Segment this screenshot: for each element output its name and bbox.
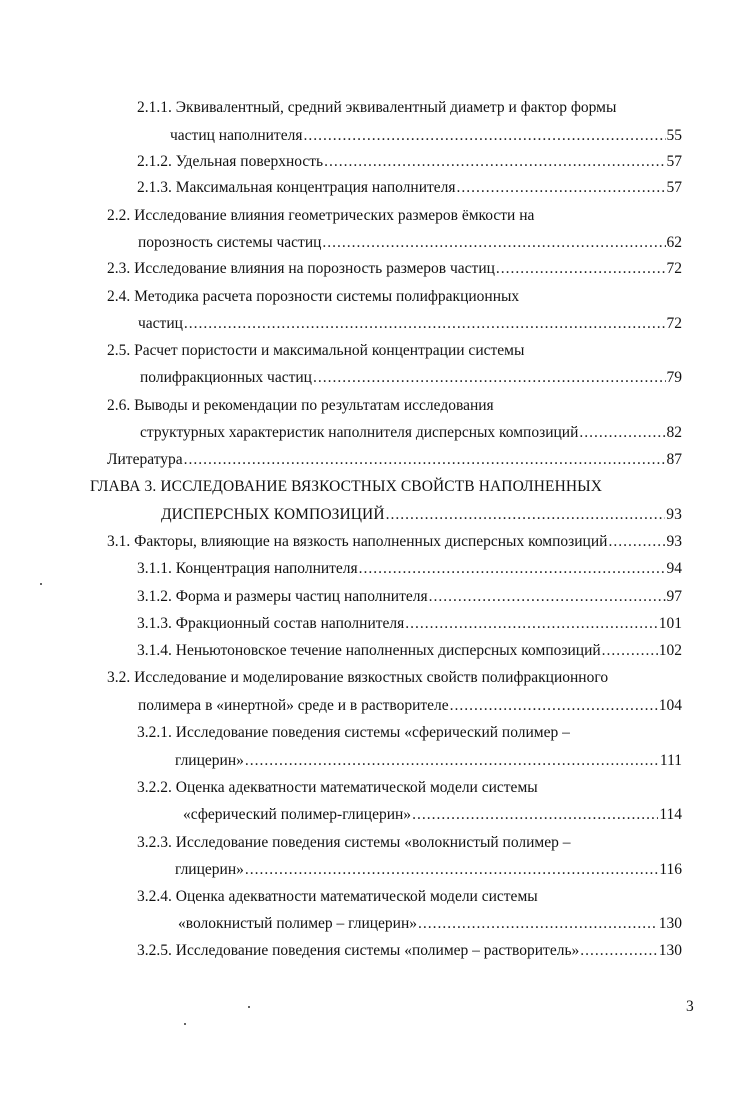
toc-entry bbox=[137, 559, 682, 579]
toc-entry bbox=[137, 614, 682, 634]
scan-speck bbox=[248, 1006, 250, 1008]
toc-entry bbox=[137, 178, 682, 198]
toc-entry bbox=[137, 723, 657, 743]
toc-entry-page: 104 bbox=[658, 697, 682, 714]
toc-entry-title: 2.1.3. Максимальная концентрация наполнителя bbox=[137, 179, 456, 196]
toc-leader-dots bbox=[322, 233, 665, 253]
toc-entry-page: 93 bbox=[666, 533, 682, 550]
toc-entry-page: 102 bbox=[658, 642, 682, 659]
toc-leader-dots bbox=[184, 450, 666, 470]
toc-entry-title: 2.2. Исследование влияния геометрических размеров ёмкости на bbox=[107, 207, 535, 224]
toc-entry bbox=[137, 887, 657, 907]
toc-leader-dots bbox=[412, 805, 658, 825]
toc-entry bbox=[107, 287, 627, 307]
toc-entry bbox=[137, 833, 657, 853]
toc-entry-title: 3.2.2. Оценка адекватности математической модели системы bbox=[137, 779, 538, 796]
toc-entry bbox=[138, 314, 682, 334]
toc-entry-title: 3.2. Исследование и моделирование вязкостных свойств полифракционного bbox=[107, 669, 609, 686]
toc-entry-title: 2.3. Исследование влияния на порозность размеров частиц bbox=[107, 260, 495, 277]
toc-entry-title: полифракционных частиц bbox=[140, 369, 312, 386]
toc-entry bbox=[175, 860, 682, 880]
toc-entry bbox=[161, 505, 682, 525]
toc-entry bbox=[137, 941, 682, 961]
toc-leader-dots bbox=[359, 559, 666, 579]
toc-entry-page: 82 bbox=[666, 424, 682, 441]
toc-entry-title: структурных характеристик наполнителя дисперсных композиций bbox=[140, 424, 579, 441]
toc-entry-page: 57 bbox=[666, 153, 682, 170]
scan-speck bbox=[40, 583, 42, 585]
toc-leader-dots bbox=[579, 423, 665, 443]
toc-entry-title: 3.1. Факторы, влияющие на вязкость наполненных дисперсных композиций bbox=[107, 533, 608, 550]
toc-entry-title: ДИСПЕРСНЫХ КОМПОЗИЦИЙ bbox=[161, 506, 385, 523]
toc-leader-dots bbox=[184, 314, 666, 334]
toc-entry-title: 2.5. Расчет пористости и максимальной концентрации системы bbox=[107, 342, 525, 359]
toc-entry-title: 3.2.4. Оценка адекватности математической модели системы bbox=[137, 888, 538, 905]
toc-entry-page: 101 bbox=[658, 615, 682, 632]
toc-entry bbox=[137, 641, 682, 661]
toc-entry bbox=[175, 751, 682, 771]
toc-entry bbox=[137, 98, 657, 118]
toc-entry-title: 3.1.4. Неньютоновское течение наполненных дисперсных композиций bbox=[137, 642, 601, 659]
toc-entry bbox=[178, 914, 682, 934]
toc-leader-dots bbox=[386, 505, 666, 525]
toc-entry-page: 114 bbox=[659, 806, 682, 823]
toc-entry-title: 2.1.1. Эквивалентный, средний эквивалентный диаметр и фактор формы bbox=[137, 99, 617, 116]
toc-leader-dots bbox=[450, 696, 658, 716]
toc-entry-page: 72 bbox=[666, 315, 682, 332]
toc-entry-title: Литература bbox=[107, 451, 183, 468]
toc-entry bbox=[107, 341, 627, 361]
toc-leader-dots bbox=[457, 178, 666, 198]
toc-leader-dots bbox=[245, 751, 659, 771]
toc-entry-page: 57 bbox=[666, 179, 682, 196]
toc-leader-dots bbox=[245, 860, 658, 880]
toc-entry-title: 3.1.2. Форма и размеры частиц наполнителя bbox=[137, 588, 428, 605]
toc-entry bbox=[183, 805, 682, 825]
toc-entry-page: 55 bbox=[666, 127, 682, 144]
toc-entry-page: 72 bbox=[666, 260, 682, 277]
toc-leader-dots bbox=[496, 259, 666, 279]
toc-entry-title: 2.6. Выводы и рекомендации по результатам исследования bbox=[107, 397, 494, 414]
toc-entry bbox=[170, 126, 682, 146]
toc-entry-page: 116 bbox=[659, 861, 682, 878]
toc-entry-title: 3.2.1. Исследование поведения системы «сферический полимер – bbox=[137, 724, 570, 741]
toc-entry bbox=[137, 778, 657, 798]
toc-entry bbox=[107, 206, 627, 226]
toc-entry-title: порозность системы частиц bbox=[138, 234, 322, 251]
toc-entry-title: 3.2.5. Исследование поведения системы «полимер – растворитель» bbox=[137, 942, 580, 959]
toc-entry-title: 2.4. Методика расчета порозности системы полифракционных bbox=[107, 288, 520, 305]
toc-entry-page: 87 bbox=[666, 451, 682, 468]
toc-leader-dots bbox=[324, 152, 665, 172]
scan-speck bbox=[184, 1023, 186, 1025]
toc-leader-dots bbox=[608, 532, 665, 552]
toc-leader-dots bbox=[580, 941, 657, 961]
toc-leader-dots bbox=[429, 587, 666, 607]
page-number: 3 bbox=[686, 998, 694, 1015]
toc-entry bbox=[107, 668, 687, 688]
toc-entry-title: частиц наполнителя bbox=[170, 127, 303, 144]
toc-entry-page: 97 bbox=[666, 588, 682, 605]
toc-entry-title: полимера в «инертной» среде и в растворителе bbox=[138, 697, 449, 714]
toc-entry-title: частиц bbox=[138, 315, 183, 332]
toc-leader-dots bbox=[418, 914, 658, 934]
toc-entry-title: 3.1.3. Фракционный состав наполнителя bbox=[137, 615, 405, 632]
toc-entry-page: 111 bbox=[659, 752, 682, 769]
toc-entry-title: 3.1.1. Концентрация наполнителя bbox=[137, 560, 358, 577]
toc-entry-title: «волокнистый полимер – глицерин» bbox=[178, 915, 418, 932]
toc-entry-title: ГЛАВА 3. ИССЛЕДОВАНИЕ ВЯЗКОСТНЫХ СВОЙСТВ НАПОЛНЕННЫХ bbox=[90, 478, 603, 495]
toc-entry-title: 3.2.3. Исследование поведения системы «волокнистый полимер – bbox=[137, 834, 571, 851]
toc-entry-page: 79 bbox=[666, 369, 682, 386]
toc-entry-page: 94 bbox=[666, 560, 682, 577]
toc-chapter-heading bbox=[90, 477, 690, 497]
toc-entry bbox=[107, 450, 682, 470]
toc-entry bbox=[137, 152, 682, 172]
toc-entry bbox=[138, 233, 682, 253]
toc-entry-page: 62 bbox=[666, 234, 682, 251]
toc-entry bbox=[107, 396, 627, 416]
toc-entry bbox=[107, 532, 682, 552]
toc-entry-page: 130 bbox=[658, 915, 682, 932]
toc-leader-dots bbox=[602, 641, 658, 661]
toc-leader-dots bbox=[405, 614, 657, 634]
toc-entry bbox=[140, 368, 682, 388]
toc-leader-dots bbox=[303, 126, 665, 146]
toc-entry bbox=[140, 423, 682, 443]
toc-entry-title: глицерин» bbox=[175, 752, 244, 769]
toc-entry-page: 130 bbox=[658, 942, 682, 959]
toc-entry bbox=[107, 259, 682, 279]
toc-entry-page: 93 bbox=[666, 506, 682, 523]
toc-entry-title: «сферический полимер-глицерин» bbox=[183, 806, 412, 823]
toc-entry bbox=[138, 696, 682, 716]
toc-entry-title: глицерин» bbox=[175, 861, 244, 878]
toc-entry bbox=[137, 587, 682, 607]
toc-entry-title: 2.1.2. Удельная поверхность bbox=[137, 153, 324, 170]
toc-leader-dots bbox=[313, 368, 666, 388]
